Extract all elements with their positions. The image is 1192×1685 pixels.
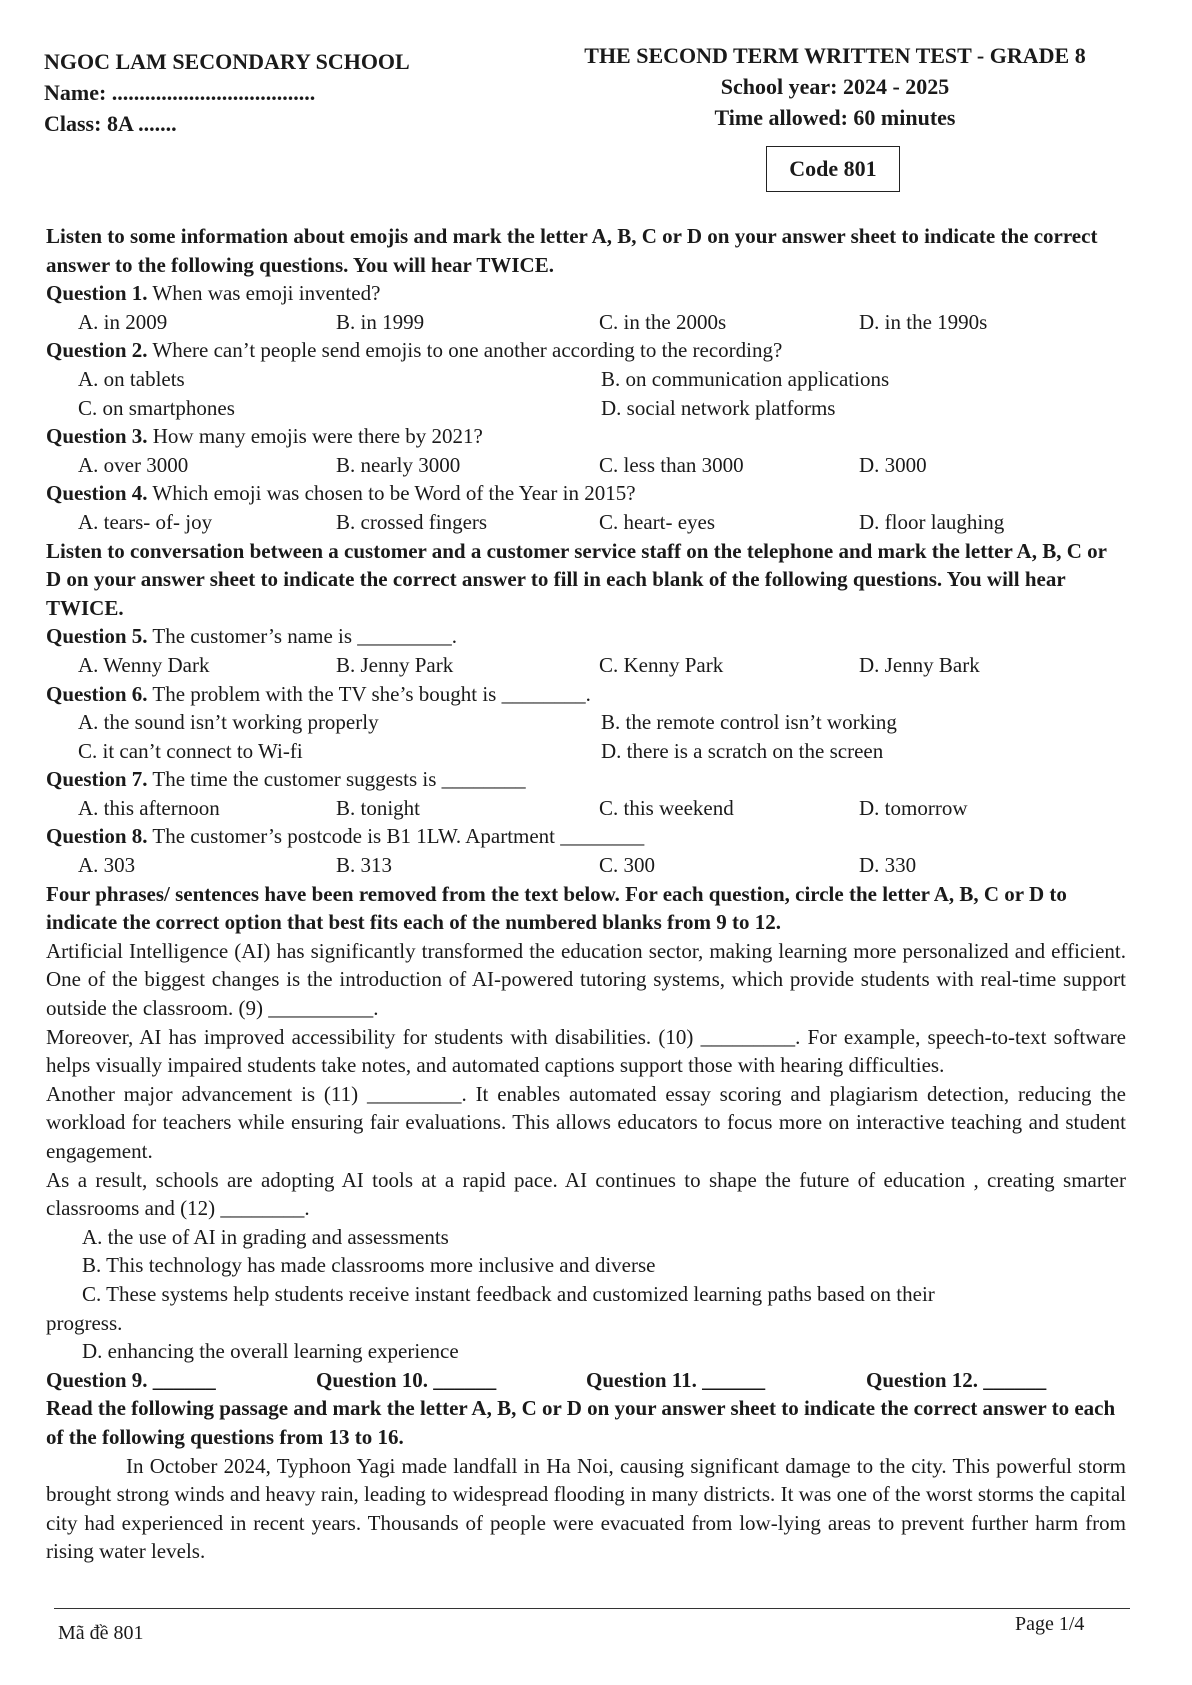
question-5-options [46,651,1126,680]
question-2-options-row2 [46,394,1126,423]
test-header [555,40,1115,133]
gap-option-c: C. These systems help students receive instant feedback and customized learning paths based on their [82,1281,935,1306]
test-code-box: Code 801 [766,146,900,192]
section1-instruction: Listen to some information about emojis and mark the letter A, B, C or D on your answer sheet to indicate the correct answer to the following questions. You will hear TWICE. [46,224,1098,277]
school-year: School year: 2024 - 2025 [720,74,950,99]
footer-divider [54,1608,1130,1609]
option-b: B. on communication applications [601,366,890,391]
footer-code: Mã đề 801 [58,1622,144,1644]
option-d: D. 330 [859,853,917,878]
option-c: C. in the 2000s [599,309,727,334]
option-a: A. tears- of- joy [78,509,213,534]
time-allowed: Time allowed: 60 minutes [714,105,956,130]
option-b: B. in 1999 [336,309,425,334]
answer-slots [46,1366,1126,1395]
page-number: Page 1/4 [1015,1613,1085,1635]
ai-paragraph-1: Artificial Intelligence (AI) has significantly transformed the education sector, making learning more personalized and efficient. One of the biggest changes is the introduction of AI-powered tutoring systems, which provide students with real-time support outside the classroom. (9) __________. [46,938,1126,1021]
typhoon-passage: In October 2024, Typhoon Yagi made landfall in Ha Noi, causing significant damage to the city. This powerful storm brought strong winds and heavy rain, leading to widespread flooding in many districts. It was one of the worst storms the capital city had experienced in recent years. Thousands of people were evacuated from low-lying areas to prevent further harm from rising water levels. [46,1453,1126,1564]
gap-option-d: D. enhancing the overall learning experience [82,1339,459,1364]
answer-slot-9: Question 9. ______ [46,1367,216,1392]
ai-paragraph-3: Another major advancement is (11) _________. It enables automated essay scoring and plagiarism detection, reducing the workload for teachers while ensuring fair evaluations. This allows educators to focus more on interactive teaching and student engagement. [46,1081,1126,1163]
student-name-field: Name: ..................................... [44,80,316,105]
question-4: Question 4. Which emoji was chosen to be Word of the Year in 2015? [46,481,636,506]
answer-slot-11: Question 11. ______ [586,1367,766,1392]
option-b: B. nearly 3000 [336,452,461,477]
option-c: C. Kenny Park [599,652,724,677]
option-d: D. Jenny Bark [859,652,980,677]
question-4-options [46,508,1126,537]
option-c: C. heart- eyes [599,509,716,534]
question-8-options [46,851,1126,880]
option-c: C. less than 3000 [599,452,744,477]
gap-option-b: B. This technology has made classrooms more inclusive and diverse [82,1253,656,1278]
option-b: B. crossed fingers [336,509,488,534]
section4-instruction: Read the following passage and mark the letter A, B, C or D on your answer sheet to indicate the correct answer to each of the following questions from 13 to 16. [46,1396,1116,1449]
option-b: B. Jenny Park [336,652,454,677]
option-b: B. 313 [336,853,393,878]
option-a: A. this afternoon [78,795,220,820]
option-d: D. tomorrow [859,795,968,820]
option-d: D. floor laughing [859,509,1005,534]
question-3-options [46,451,1126,480]
school-name: NGOC LAM SECONDARY SCHOOL [44,49,410,74]
gap-option-c-continued: progress. [46,1310,123,1335]
school-header [44,46,410,139]
ai-paragraph-2: Moreover, AI has improved accessibility for students with disabilities. (10) _________. For example, speech-to-text software helps visually impaired students take notes, and automated captions support those with hearing difficulties. [46,1024,1126,1078]
option-d: D. social network platforms [601,395,836,420]
option-b: B. tonight [336,795,421,820]
question-6-options-row2 [46,737,1126,766]
question-5: Question 5. The customer’s name is _________. [46,624,458,649]
option-a: A. the sound isn’t working properly [78,710,379,735]
option-a: A. 303 [78,853,136,878]
question-7-options [46,794,1126,823]
question-3: Question 3. How many emojis were there by 2021? [46,424,483,449]
section3-instruction: Four phrases/ sentences have been removed from the text below. For each question, circle the letter A, B, C or D to indicate the correct option that best fits each of the numbered blanks from 9 to 12. [46,881,1067,935]
answer-slot-12: Question 12. ______ [866,1367,1047,1392]
question-1: Question 1. When was emoji invented? [46,281,381,306]
question-6: Question 6. The problem with the TV she’s bought is ________. [46,681,591,706]
option-c: C. on smartphones [78,395,235,420]
option-b: B. the remote control isn’t working [601,710,897,735]
ai-paragraph-4: As a result, schools are adopting AI tools at a rapid pace. AI continues to shape the future of education , creating smarter classrooms and (12) ________. [46,1167,1126,1221]
answer-slot-10: Question 10. ______ [316,1367,497,1392]
question-1-options [46,308,1126,337]
option-a: A. in 2009 [78,309,168,334]
question-2: Question 2. Where can’t people send emojis to one another according to the recording? [46,338,783,363]
section2-instruction: Listen to conversation between a customer and a customer service staff on the telephone and mark the letter A, B, C or D on your answer sheet to indicate the correct answer to fill in each blank of the following questions. You will hear TWICE. [46,538,1107,620]
option-a: A. Wenny Dark [78,652,210,677]
exam-content [46,222,1126,1566]
test-title: THE SECOND TERM WRITTEN TEST - GRADE 8 [584,43,1086,68]
option-a: A. on tablets [78,366,185,391]
option-c: C. it can’t connect to Wi-fi [78,738,303,763]
option-d: D. 3000 [859,452,927,477]
option-d: D. in the 1990s [859,309,988,334]
option-c: C. this weekend [599,795,734,820]
option-a: A. over 3000 [78,452,189,477]
question-2-options-row1 [46,365,1126,394]
student-class-field: Class: 8A ....... [44,111,177,136]
option-c: C. 300 [599,853,656,878]
question-6-options-row1 [46,708,1126,737]
gap-option-a: A. the use of AI in grading and assessments [82,1224,449,1249]
question-8: Question 8. The customer’s postcode is B1 1LW. Apartment ________ [46,824,645,849]
question-7: Question 7. The time the customer suggests is ________ [46,767,526,792]
option-d: D. there is a scratch on the screen [601,738,884,763]
